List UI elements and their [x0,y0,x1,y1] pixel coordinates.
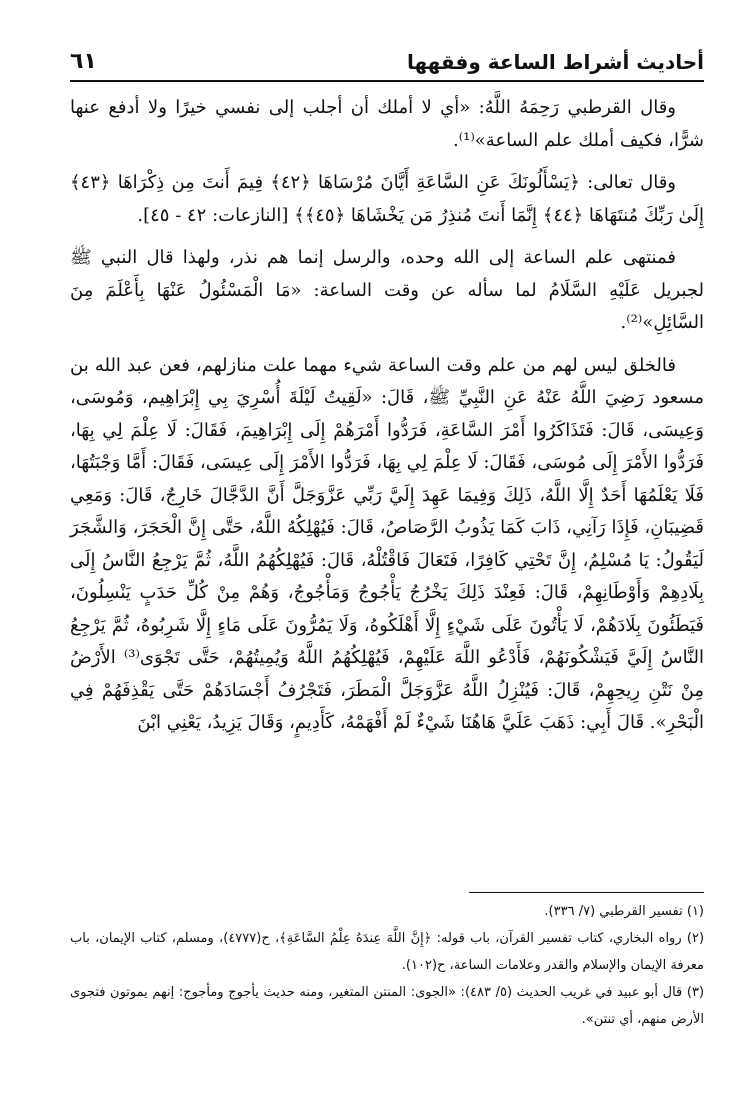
paragraph-qurtubi: وقال القرطبي رَحِمَهُ اللَّهُ: «أي لا أملك أن أجلب إلى نفسي خيرًا ولا أدفع عنها شرًّا، فكيف أملك علم الساعة»⁽¹⁾. [70,97,704,151]
header-rule [70,80,704,82]
footnotes [70,898,704,1033]
footnote-2: (٢) رواه البخاري، كتاب تفسير القرآن، باب قوله: ﴿إِنَّ اللَّهَ عِندَهُ عِلْمُ السَّاعَةِ﴾، ح(٤٧٧٧)، ومسلم، كتاب الإيمان، باب معرفة الإيمان والإسلام والقدر وعلامات الساعة، ح(١٠٢). [70,931,705,973]
paragraph-hadith: فالخلق ليس لهم من علم وقت الساعة شيء مهما علت منازلهم، فعن عبد الله بن مسعود رَضِيَ اللَّهُ عَنْهُ عَنِ النَّبِيِّ ﷺ، قَالَ: «لَقِيتُ لَيْلَةَ أُسْرِيَ بِي إِبْرَاهِيم، وَمُوسَى، وَعِيسَى، قَالَ: فَتَذَاكَرُوا أَمْرَ السَّاعَةِ، فَرَدُّوا أَمْرَهُمْ إِلَى إِبْرَاهِيمَ، فَقَالَ: لَا عِلْمَ لِي بِهَا، فَرَدُّوا الأَمْرَ إِلَى مُوسَى، فَقَالَ: لَا عِلْمَ لِي بِهَا، فَرَدُّوا الأَمْرَ إِلَى عِيسَى، فَقَالَ: أَمَّا وَجْبَتُهَا، فَلَا يَعْلَمُهَا أَحَدٌ إِلَّا اللَّهُ، ذَلِكَ وَفِيمَا عَهِدَ إِلَيَّ رَبِّي عَزَّوَجَلَّ أَنَّ الدَّجَّالَ خَارِجٌ، قَالَ: وَمَعِي قَضِيبَانِ، فَإِذَا رَآنِي، ذَابَ كَمَا يَذُوبُ الرَّصَاصُ، قَالَ: فَيُهْلِكُهُ اللَّهُ، حَتَّى إِنَّ الْحَجَرَ، وَالشَّجَرَ لَيَقُولُ: يَا مُسْلِمُ، إِنَّ تَحْتِي كَافِرًا، فَتَعَالَ فَاقْتُلْهُ، قَالَ: فَيُهْلِكُهُمُ اللَّهُ، ثُمَّ يَرْجِعُ النَّاسُ إِلَى بِلَادِهِمْ وَأَوْطَانِهِمْ، قَالَ: فَعِنْدَ ذَلِكَ يَخْرُجُ يَأْجُوجُ وَمَأْجُوجُ، وَهُمْ مِنْ كُلِّ حَدَبٍ يَنْسِلُونَ، فَيَطَئُونَ بِلَادَهُمْ، لَا يَأْتُونَ عَلَى شَيْءٍ إِلَّا أَهْلَكُوهُ، وَلَا يَمُرُّونَ عَلَى مَاءٍ إِلَّا شَرِبُوهُ، ثُمَّ يَرْجِعُ النَّاسُ إِلَيَّ فَيَشْكُونَهُمْ، فَأَدْعُو اللَّهَ عَلَيْهِمْ، فَيُهْلِكُهُمُ اللَّهُ وَيُمِيتُهُمْ، حَتَّى تَجْوَى⁽³⁾ الأَرْضُ مِنْ نَتْنِ رِيحِهِمْ، قَالَ: فَيُنْزِلُ اللَّهُ عَزَّوَجَلَّ الْمَطَرَ، فَتَجْرُفُ أَجْسَادَهُمْ حَتَّى يَقْذِفَهُمْ فِي الْبَحْرِ». قَالَ أَبِي: ذَهَبَ عَلَيَّ هَاهُنَا شَيْءٌ لَمْ أَفْهَمْهُ، كَأَدِيمٍ، وَقَالَ يَزِيدُ، يَعْنِي ابْنَ [70,354,704,733]
footnote-1: (١) تفسير القرطبي (٧/ ٣٣٦). [544,904,704,919]
main-text [70,92,704,742]
paragraph-jibril: فمنتهى علم الساعة إلى الله وحده، والرسل إنما هم نذر، ولهذا قال النبي ﷺ لجبريل عَلَيْهِ السَّلَامُ لما سأله عن وقت الساعة: «مَا الْمَسْئُولُ عَنْهَا بِأَعْلَمَ مِنَ السَّائِلِ»⁽²⁾. [70,247,704,333]
header-title: أحاديث أشراط الساعة وفقهها [406,50,704,74]
paragraph-quran-verse: وقال تعالى: ﴿يَسْأَلُونَكَ عَنِ السَّاعَةِ أَيَّانَ مُرْسَاهَا ﴿٤٢﴾ فِيمَ أَنتَ مِن ذِكْرَاهَا ﴿٤٣﴾ إِلَىٰ رَبِّكَ مُنتَهَاهَا ﴿٤٤﴾ إِنَّمَا أَنتَ مُنذِرُ مَن يَخْشَاهَا ﴿٤٥﴾﴾ [النازعات: ٤٢ - ٤٥]. [70,172,704,226]
running-header [70,40,704,74]
footnote-3: (٣) قال أبو عبيد في غريب الحديث (٥/ ٤٨٣): «الجوى: المنتن المتغير، ومنه حديث يأجوج ومأجوج: إنهم يموتون فتجوى الأرض منهم، أي تنتن». [70,985,705,1027]
page-number: ٦١ [70,49,97,74]
footnote-rule [469,892,704,893]
